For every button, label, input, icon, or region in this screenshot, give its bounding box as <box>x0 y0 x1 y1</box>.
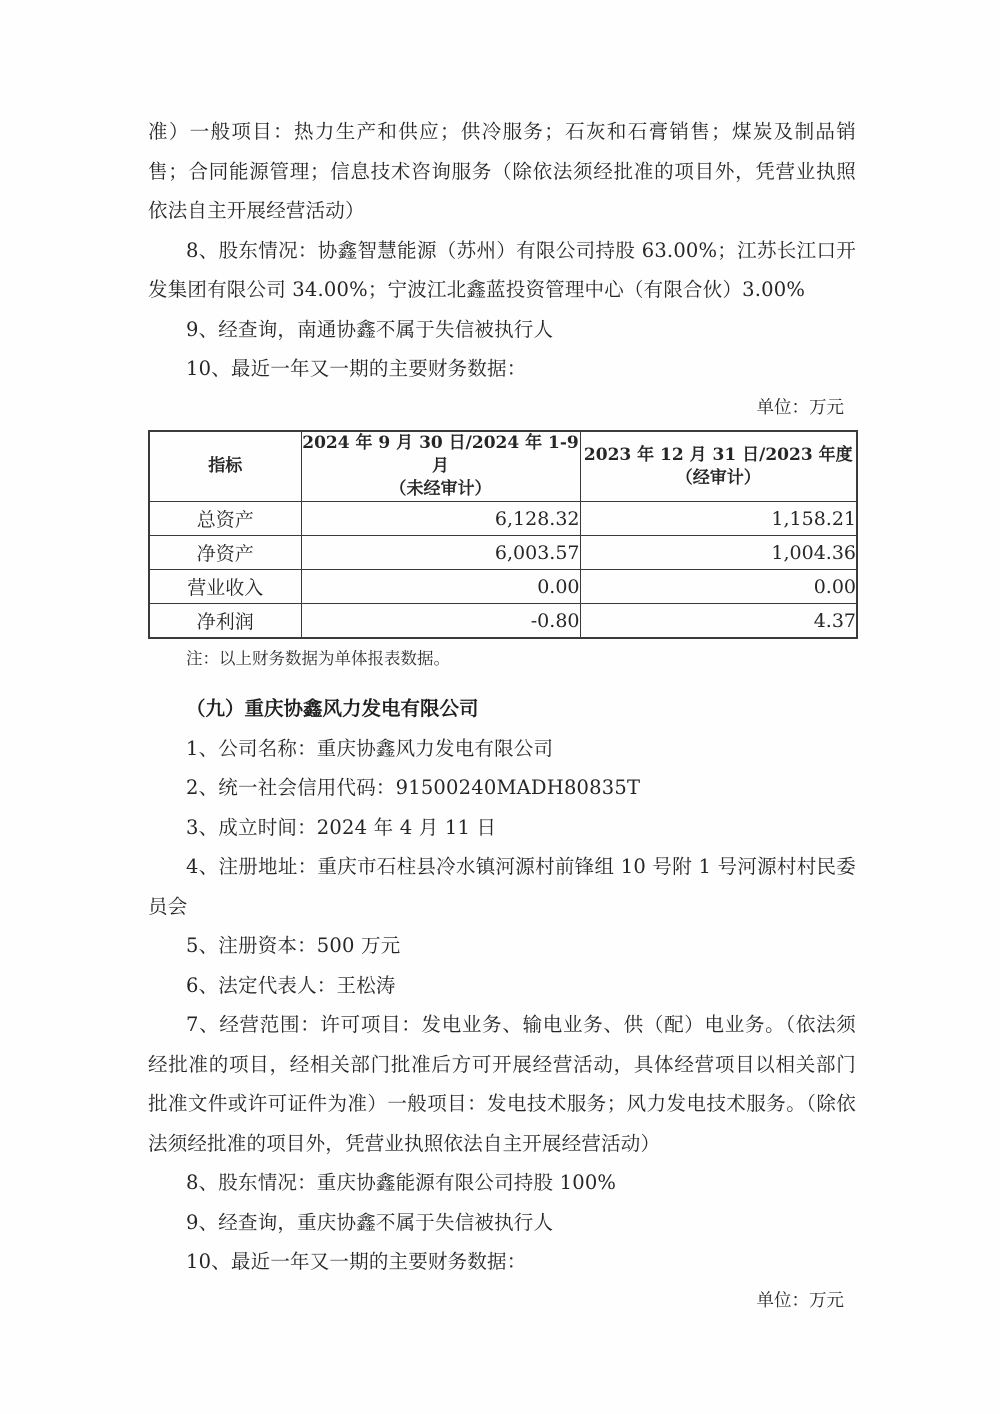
paragraph-shareholders: 8、股东情况：重庆协鑫能源有限公司持股 100% <box>186 1171 617 1194</box>
table-row-operating-revenue <box>149 570 857 604</box>
paragraph-company-name: 1、公司名称：重庆协鑫风力发电有限公司 <box>186 736 554 760</box>
row-label: 营业收入 <box>149 570 301 604</box>
unit-label-top: 单位：万元 <box>756 397 844 418</box>
financial-table <box>148 430 858 639</box>
header-subtext: （未经审计） <box>389 479 492 499</box>
value-2023: 0.00 <box>580 570 857 604</box>
value-2023: 4.37 <box>580 604 857 639</box>
paragraph-established-date: 3、成立时间：2024 年 4 月 11 日 <box>186 815 497 839</box>
paragraph-item9-credit-check: 9、经查询，南通协鑫不属于失信被执行人 <box>186 317 554 341</box>
value-2023: 1,158.21 <box>580 502 857 536</box>
table-header-row <box>149 431 857 502</box>
unit-label-bottom: 单位：万元 <box>756 1290 844 1311</box>
table-header-2023-period <box>580 431 857 502</box>
paragraph-legal-representative: 6、法定代表人：王松涛 <box>186 973 396 997</box>
paragraph-financial-data-intro: 10、最近一年又一期的主要财务数据： <box>186 1250 527 1273</box>
paragraph-business-scope-continuation: 准）一般项目：热力生产和供应；供冷服务；石灰和石膏销售；煤炭及制品销售；合同能源管理；信息技术咨询服务（除依法须经批准的项目外，凭营业执照依法自主开展经营活动） <box>148 120 856 222</box>
paragraph-item8-shareholders: 8、股东情况：协鑫智慧能源（苏州）有限公司持股 63.00%；江苏长江口开发集团有限公司 34.00%；宁波江北鑫蓝投资管理中心（有限合伙）3.00% <box>148 238 856 301</box>
page-content <box>148 112 856 1321</box>
value-2024: 6,003.57 <box>301 536 580 570</box>
value-2024: 0.00 <box>301 570 580 604</box>
header-text: 2023 年 12 月 31 日/2023 年度 <box>583 444 853 465</box>
header-subtext: （经审计） <box>675 467 761 488</box>
header-text: 指标 <box>208 456 243 476</box>
row-label: 净资产 <box>149 536 301 570</box>
value-2024: -0.80 <box>301 604 580 639</box>
table-header-indicator <box>149 431 301 502</box>
header-text: 2024 年 9 月 30 日/2024 年 1-9 月 <box>302 433 579 476</box>
paragraph-credit-code: 2、统一社会信用代码：91500240MADH80835T <box>186 776 641 799</box>
section-nine-heading: （九）重庆协鑫风力发电有限公司 <box>186 697 479 720</box>
table-row-net-assets <box>149 536 857 570</box>
row-label: 净利润 <box>149 604 301 639</box>
row-label: 总资产 <box>149 502 301 536</box>
table-header-2024-period <box>301 431 580 502</box>
paragraph-business-scope: 7、经营范围：许可项目：发电业务、输电业务、供（配）电业务。（依法须经批准的项目，经相关部门批准后方可开展经营活动，具体经营项目以相关部门批准文件或许可证件为准）一般项目：发电技术服务；风力发电技术服务。（除依法须经批准的项目外，凭营业执照依法自主开展经营活动） <box>148 1013 856 1155</box>
value-2024: 6,128.32 <box>301 502 580 536</box>
value-2023: 1,004.36 <box>580 536 857 570</box>
paragraph-item10-financials: 10、最近一年又一期的主要财务数据： <box>186 357 527 380</box>
paragraph-registered-address: 4、注册地址：重庆市石柱县冷水镇河源村前锋组 10 号附 1 号河源村村民委员会 <box>148 855 856 918</box>
paragraph-credit-check: 9、经查询，重庆协鑫不属于失信被执行人 <box>186 1210 554 1234</box>
paragraph-registered-capital: 5、注册资本：500 万元 <box>186 934 401 957</box>
table-note: 注：以上财务数据为单体报表数据。 <box>186 649 450 668</box>
table-row-total-assets <box>149 502 857 536</box>
table-row-net-profit <box>149 604 857 639</box>
